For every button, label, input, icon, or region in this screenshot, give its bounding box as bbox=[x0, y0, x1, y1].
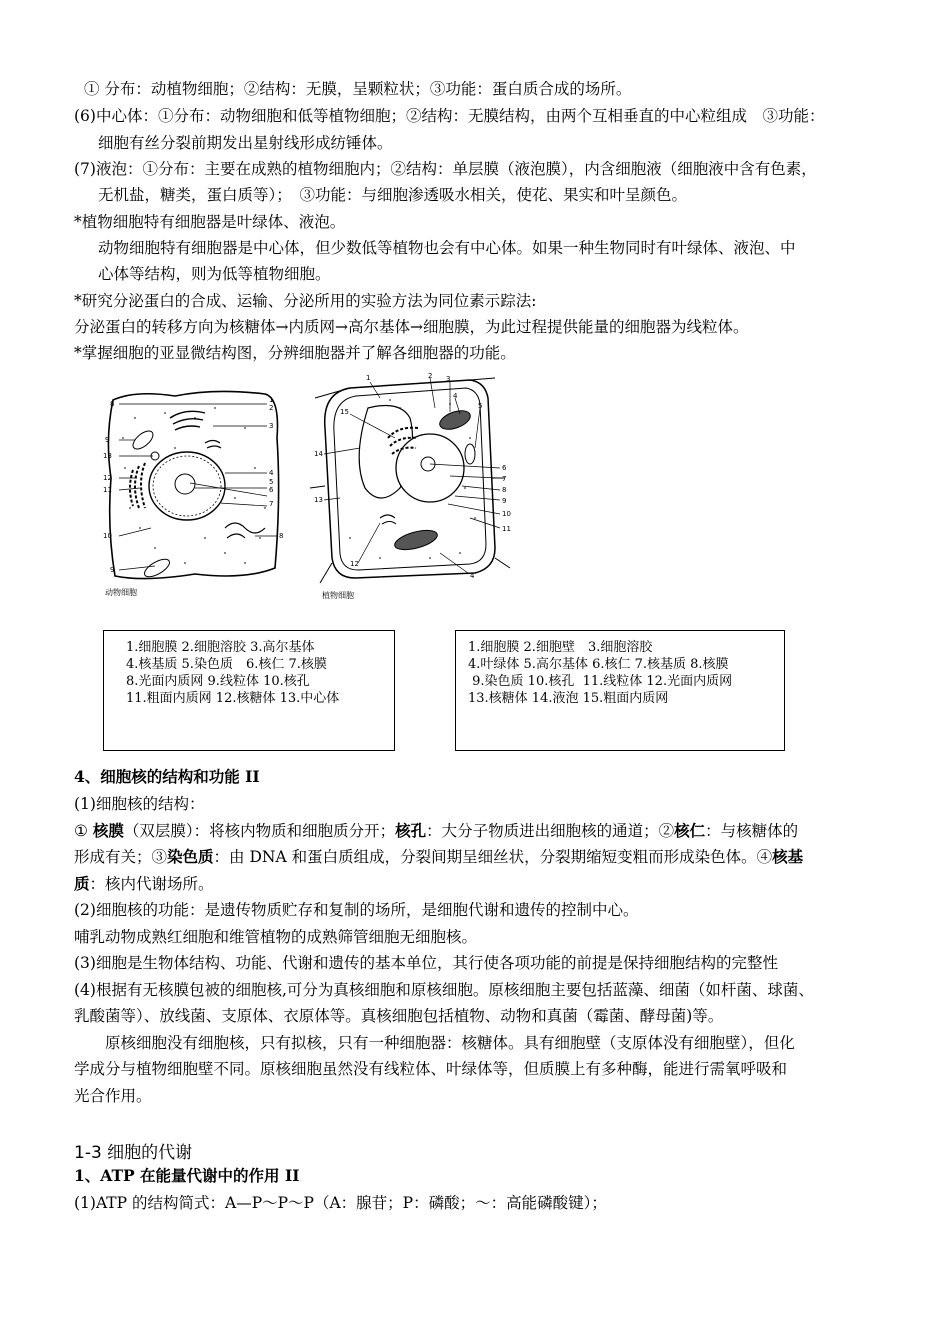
animal-label-11: 11 bbox=[103, 486, 112, 494]
animal-label-12: 12 bbox=[103, 474, 112, 482]
atp-structure: (1)ATP 的结构简式：A—P～P～P（A：腺苷；P：磷酸；～：高能磷酸键）； bbox=[74, 1194, 607, 1212]
animal-cell-diagram bbox=[95, 378, 295, 608]
protein-transfer-note: 分泌蛋白的转移方向为核糖体→内质网→高尔基体→细胞膜，为此过程提供能量的细胞器为线粒体。 bbox=[74, 318, 749, 336]
plant-label-1: 1 bbox=[366, 374, 371, 382]
animal-label-1: 1 bbox=[269, 396, 274, 404]
nucleus-structure-title: (1)细胞核的结构： bbox=[74, 795, 205, 813]
animal-label-10: 10 bbox=[103, 532, 112, 540]
animal-organelle-note: 动物细胞特有细胞器是中心体，但少数低等植物也会有中心体。如果一种生物同时有叶绿体、液泡、中 bbox=[98, 239, 796, 257]
nucleus-structure-line1: ① 核膜（双层膜）：将核内物质和细胞质分开；核孔：大分子物质进出细胞核的通道；②核仁：与核糖体的 bbox=[74, 821, 799, 840]
animal-label-5: 5 bbox=[269, 478, 274, 486]
atp-heading: 1、ATP 在能量代谢中的作用 II bbox=[74, 1166, 300, 1185]
prokaryote-note-cont: 学成分与植物细胞壁不同。原核细胞虽然没有线粒体、叶绿体等，但质膜上有多种酶，能进行需氧呼吸和 bbox=[74, 1060, 788, 1078]
basic-unit-note: (3)细胞是生物体结构、功能、代谢和遗传的基本单位，其行使各项功能的前提是保持细胞结构的完整性 bbox=[74, 954, 778, 972]
animal-label-13: 13 bbox=[103, 452, 112, 460]
animal-organelle-note-cont: 心体等结构，则为低等植物细胞。 bbox=[98, 265, 331, 283]
plant-label-4-bottom: 4 bbox=[470, 572, 475, 580]
centrosome-text: (6)中心体：①分布：动物细胞和低等植物细胞；②结构：无膜结构，由两个互相垂直的中心粒组成 ③功能： bbox=[74, 107, 825, 125]
plant-label-2: 2 bbox=[428, 372, 433, 380]
animal-label-9-bottom: 9 bbox=[110, 566, 115, 574]
master-structure-note: *掌握细胞的亚显微结构图，分辨细胞器并了解各细胞器的功能。 bbox=[74, 344, 516, 362]
animal-legend-line: 4.核基质 5.染色质 6.核仁 7.核膜 bbox=[126, 657, 327, 672]
centrosome-text-cont: 细胞有丝分裂前期发出星射线形成纺锤体。 bbox=[98, 134, 393, 152]
plant-label-4-top: 4 bbox=[453, 392, 458, 400]
plant-label-3: 3 bbox=[446, 375, 451, 383]
plant-label-6: 6 bbox=[502, 464, 507, 472]
ribosome-text: ① 分布：动植物细胞；②结构：无膜，呈颗粒状；③功能：蛋白质合成的场所。 bbox=[84, 80, 632, 98]
animal-label-7: 7 bbox=[269, 500, 274, 508]
nucleus-structure-line2: 形成有关；③染色质：由 DNA 和蛋白质组成，分裂间期呈细丝状，分裂期缩短变粗而形成染色体。④核基 bbox=[74, 847, 804, 866]
plant-label-11: 11 bbox=[502, 525, 511, 533]
mammal-note: 哺乳动物成熟红细胞和维管植物的成熟筛管细胞无细胞核。 bbox=[74, 928, 478, 946]
plant-legend-line: 9.染色质 10.核孔 11.线粒体 12.光面内质网 bbox=[468, 674, 733, 689]
plant-label-10: 10 bbox=[502, 510, 511, 518]
plant-cell-diagram bbox=[310, 368, 520, 608]
animal-legend-line: 8.光面内质网 9.线粒体 10.核孔 bbox=[126, 674, 310, 689]
plant-legend-line: 13.核糖体 14.液泡 15.粗面内质网 bbox=[468, 691, 669, 706]
cell-classification: (4)根据有无核膜包被的细胞核,可分为真核细胞和原核细胞。原核细胞主要包括蓝藻、细菌（如杆菌、球菌、 bbox=[74, 981, 814, 999]
animal-label-4: 4 bbox=[269, 469, 274, 477]
plant-label-7: 7 bbox=[502, 475, 507, 483]
animal-label-2: 2 bbox=[269, 404, 274, 412]
plant-cell-caption: 植物细胞 bbox=[322, 591, 354, 600]
plant-organelle-note: *植物细胞特有细胞器是叶绿体、液泡。 bbox=[74, 213, 346, 231]
plant-legend-line: 1.细胞膜 2.细胞壁 3.细胞溶胶 bbox=[468, 640, 653, 655]
animal-legend-line: 1.细胞膜 2.细胞溶胶 3.高尔基体 bbox=[126, 640, 315, 655]
metabolism-section-title: 1-3 细胞的代谢 bbox=[74, 1143, 193, 1163]
plant-cell-legend bbox=[455, 630, 785, 751]
plant-label-14: 14 bbox=[314, 450, 323, 458]
animal-label-3: 3 bbox=[269, 422, 274, 430]
plant-legend-line: 4.叶绿体 5.高尔基体 6.核仁 7.核基质 8.核膜 bbox=[468, 657, 729, 672]
plant-label-8: 8 bbox=[502, 486, 507, 494]
plant-label-12: 12 bbox=[350, 560, 359, 568]
prokaryote-note-end: 光合作用。 bbox=[74, 1087, 152, 1105]
vacuole-text: (7)液泡：①分布：主要在成熟的植物细胞内；②结构：单层膜（液泡膜），内含细胞液（细胞液中含有色素， bbox=[74, 160, 817, 178]
plant-label-15: 15 bbox=[340, 408, 349, 416]
cell-classification-cont: 乳酸菌等）、放线菌、支原体、衣原体等。真核细胞包括植物、动物和真菌（霉菌、酵母菌)等。 bbox=[74, 1007, 724, 1025]
vacuole-text-cont: 无机盐，糖类，蛋白质等）； ③功能：与细胞渗透吸水相关，使花、果实和叶呈颜色。 bbox=[98, 186, 688, 204]
animal-label-6: 6 bbox=[269, 486, 274, 494]
nucleus-function: (2)细胞核的功能：是遗传物质贮存和复制的场所，是细胞代谢和遗传的控制中心。 bbox=[74, 901, 639, 919]
animal-cell-caption: 动物细胞 bbox=[105, 588, 137, 597]
animal-label-8-left: 8 bbox=[110, 400, 115, 408]
nucleus-structure-line3: 质：核内代谢场所。 bbox=[74, 874, 214, 893]
animal-legend-line: 11.粗面内质网 12.核糖体 13.中心体 bbox=[126, 691, 340, 706]
animal-label-8-right: 8 bbox=[279, 532, 284, 540]
animal-cell-legend bbox=[103, 630, 395, 751]
plant-label-13: 13 bbox=[314, 496, 323, 504]
animal-label-9-top: 9 bbox=[105, 436, 110, 444]
plant-label-5: 5 bbox=[478, 402, 483, 410]
nucleus-heading: 4、细胞核的结构和功能 II bbox=[74, 767, 260, 786]
plant-label-9: 9 bbox=[502, 497, 507, 505]
research-method-note: *研究分泌蛋白的合成、运输、分泌所用的实验方法为同位素示踪法: bbox=[74, 292, 537, 310]
prokaryote-note: 原核细胞没有细胞核，只有拟核，只有一种细胞器：核糖体。具有细胞壁（支原体没有细胞壁），但化 bbox=[105, 1034, 795, 1052]
